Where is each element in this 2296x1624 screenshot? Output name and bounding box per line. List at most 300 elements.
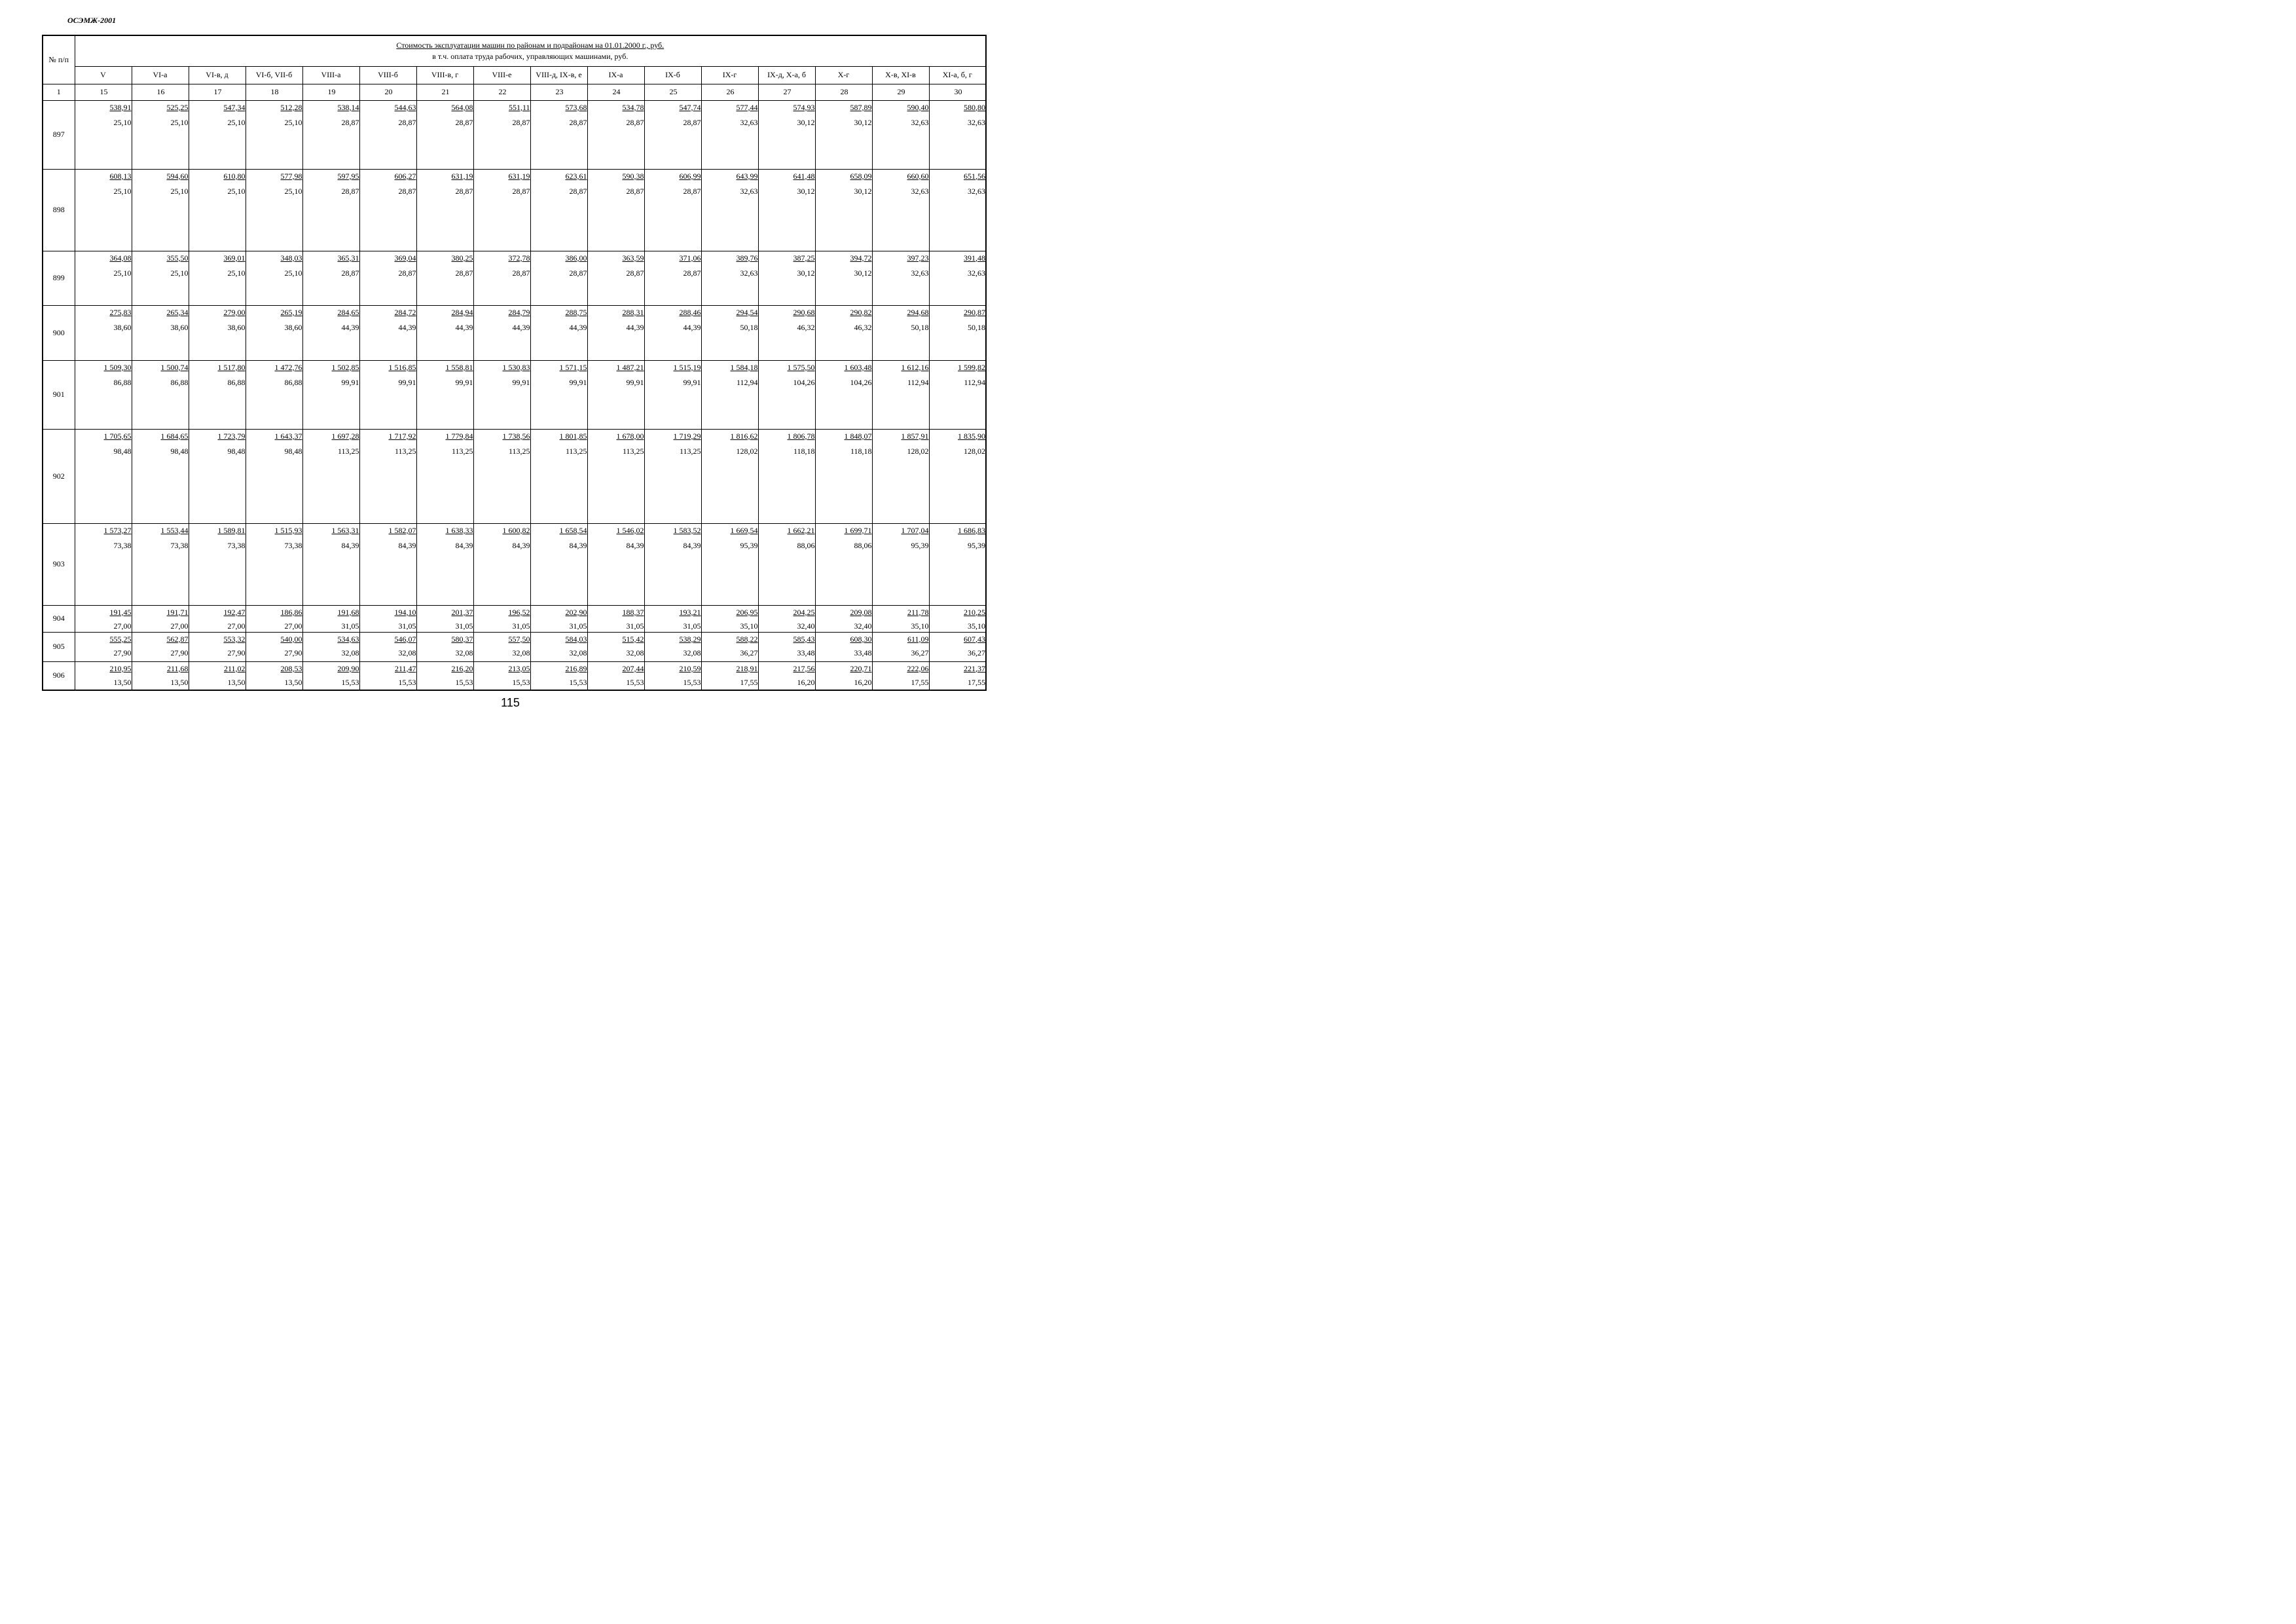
value-cell bbox=[872, 605, 929, 632]
operating-cost-value: 216,89 bbox=[565, 663, 587, 673]
operator-wage-value: 36,27 bbox=[740, 648, 758, 657]
value-cell bbox=[132, 305, 189, 360]
operator-wage-value: 25,10 bbox=[284, 117, 302, 127]
column-number: 18 bbox=[246, 84, 302, 100]
operator-wage-value: 13,50 bbox=[113, 677, 132, 687]
operator-wage-value: 44,39 bbox=[683, 322, 701, 332]
value-cell bbox=[872, 360, 929, 429]
column-header: X-г bbox=[815, 66, 872, 84]
operator-wage-value: 84,39 bbox=[683, 540, 701, 550]
operating-cost-value: 1 487,21 bbox=[616, 362, 644, 372]
operating-cost-value: 201,37 bbox=[451, 607, 473, 617]
value-cell bbox=[701, 605, 758, 632]
operating-cost-value: 534,78 bbox=[622, 102, 644, 112]
operator-wage-value: 28,87 bbox=[455, 186, 473, 196]
operating-cost-value: 202,90 bbox=[565, 607, 587, 617]
value-cell bbox=[758, 429, 815, 523]
value-cell bbox=[701, 429, 758, 523]
operator-wage-value: 73,38 bbox=[284, 540, 302, 550]
operator-wage-value: 33,48 bbox=[797, 648, 815, 657]
operator-wage-value: 13,50 bbox=[284, 677, 302, 687]
operator-wage-value: 88,06 bbox=[797, 540, 815, 550]
column-number: 21 bbox=[416, 84, 473, 100]
table-title-sub: в т.ч. оплата труда рабочих, управляющих машинами, руб. bbox=[432, 51, 629, 61]
operator-wage-value: 46,32 bbox=[854, 322, 872, 332]
value-cell bbox=[189, 169, 246, 251]
value-cell bbox=[132, 251, 189, 305]
operating-cost-value: 279,00 bbox=[223, 307, 246, 317]
operating-cost-value: 1 806,78 bbox=[787, 431, 815, 441]
value-cell bbox=[75, 100, 132, 169]
value-cell bbox=[75, 429, 132, 523]
operator-wage-value: 33,48 bbox=[854, 648, 872, 657]
operator-wage-value: 28,87 bbox=[398, 186, 416, 196]
operating-cost-value: 1 638,33 bbox=[445, 525, 473, 535]
operating-cost-value: 211,02 bbox=[223, 663, 246, 673]
operator-wage-value: 44,39 bbox=[626, 322, 644, 332]
operator-wage-value: 32,63 bbox=[911, 186, 929, 196]
operator-wage-value: 30,12 bbox=[854, 268, 872, 278]
table-row bbox=[43, 632, 986, 661]
column-number: 17 bbox=[189, 84, 246, 100]
operator-wage-value: 38,60 bbox=[113, 322, 132, 332]
value-cell bbox=[302, 605, 359, 632]
operator-wage-value: 99,91 bbox=[683, 377, 701, 387]
operating-cost-value: 288,46 bbox=[679, 307, 701, 317]
operator-wage-value: 84,39 bbox=[626, 540, 644, 550]
value-cell bbox=[872, 251, 929, 305]
operating-cost-value: 641,48 bbox=[793, 171, 815, 181]
operator-wage-value: 17,55 bbox=[968, 677, 986, 687]
value-cell bbox=[530, 605, 587, 632]
operating-cost-value: 217,56 bbox=[793, 663, 815, 673]
value-cell bbox=[359, 523, 416, 605]
operator-wage-value: 35,10 bbox=[740, 621, 758, 631]
value-cell bbox=[701, 360, 758, 429]
operating-cost-value: 588,22 bbox=[736, 634, 758, 644]
operating-cost-value: 623,61 bbox=[565, 171, 587, 181]
column-number: 23 bbox=[530, 84, 587, 100]
value-cell bbox=[929, 360, 986, 429]
value-cell bbox=[132, 661, 189, 690]
operating-cost-value: 608,13 bbox=[109, 171, 132, 181]
header-np: № п/п bbox=[43, 35, 75, 84]
operator-wage-value: 84,39 bbox=[455, 540, 473, 550]
value-cell bbox=[644, 360, 701, 429]
value-cell bbox=[530, 251, 587, 305]
value-cell bbox=[359, 251, 416, 305]
operating-cost-value: 1 848,07 bbox=[844, 431, 872, 441]
operator-wage-value: 32,63 bbox=[968, 268, 986, 278]
operating-cost-value: 1 472,76 bbox=[274, 362, 302, 372]
operator-wage-value: 32,63 bbox=[968, 117, 986, 127]
value-cell bbox=[758, 605, 815, 632]
operating-cost-value: 580,37 bbox=[451, 634, 473, 644]
value-cell bbox=[246, 251, 302, 305]
operator-wage-value: 113,25 bbox=[394, 446, 416, 456]
operating-cost-value: 188,37 bbox=[622, 607, 644, 617]
operating-cost-value: 557,50 bbox=[508, 634, 530, 644]
operating-cost-value: 222,06 bbox=[907, 663, 929, 673]
operator-wage-value: 28,87 bbox=[569, 268, 587, 278]
row-number: 901 bbox=[43, 360, 75, 429]
column-header: IX-г bbox=[701, 66, 758, 84]
value-cell bbox=[644, 100, 701, 169]
operating-cost-value: 574,93 bbox=[793, 102, 815, 112]
operator-wage-value: 118,18 bbox=[850, 446, 872, 456]
row-number: 900 bbox=[43, 305, 75, 360]
operating-cost-value: 372,78 bbox=[508, 253, 530, 263]
operating-cost-value: 1 546,02 bbox=[616, 525, 644, 535]
operator-wage-value: 118,18 bbox=[793, 446, 815, 456]
value-cell bbox=[473, 251, 530, 305]
column-header: XI-а, б, г bbox=[929, 66, 986, 84]
operating-cost-value: 194,10 bbox=[394, 607, 416, 617]
operator-wage-value: 73,38 bbox=[170, 540, 189, 550]
operator-wage-value: 28,87 bbox=[569, 186, 587, 196]
document-code: ОСЭМЖ-2001 bbox=[67, 16, 117, 25]
operating-cost-value: 380,25 bbox=[451, 253, 473, 263]
operating-cost-value: 193,21 bbox=[679, 607, 701, 617]
value-cell bbox=[758, 523, 815, 605]
value-cell bbox=[872, 429, 929, 523]
operator-wage-value: 27,00 bbox=[113, 621, 132, 631]
value-cell bbox=[587, 360, 644, 429]
operator-wage-value: 30,12 bbox=[797, 186, 815, 196]
operating-cost-value: 192,47 bbox=[223, 607, 246, 617]
operating-cost-value: 512,28 bbox=[280, 102, 302, 112]
operating-cost-value: 584,03 bbox=[565, 634, 587, 644]
operator-wage-value: 30,12 bbox=[854, 117, 872, 127]
column-number: 24 bbox=[587, 84, 644, 100]
operating-cost-value: 1 584,18 bbox=[730, 362, 758, 372]
operating-cost-value: 265,34 bbox=[166, 307, 189, 317]
value-cell bbox=[758, 305, 815, 360]
value-cell bbox=[815, 100, 872, 169]
operator-wage-value: 27,90 bbox=[284, 648, 302, 657]
operating-cost-value: 538,14 bbox=[337, 102, 359, 112]
operating-cost-value: 355,50 bbox=[166, 253, 189, 263]
value-cell bbox=[302, 169, 359, 251]
value-cell bbox=[416, 100, 473, 169]
column-number: 16 bbox=[132, 84, 189, 100]
operator-wage-value: 25,10 bbox=[170, 268, 189, 278]
value-cell bbox=[473, 632, 530, 661]
value-cell bbox=[815, 169, 872, 251]
operating-cost-value: 386,00 bbox=[565, 253, 587, 263]
column-header: VI-б, VII-б bbox=[246, 66, 302, 84]
operator-wage-value: 32,08 bbox=[683, 648, 701, 657]
operator-wage-value: 16,20 bbox=[797, 677, 815, 687]
value-cell bbox=[587, 251, 644, 305]
operating-cost-value: 191,71 bbox=[166, 607, 189, 617]
operator-wage-value: 44,39 bbox=[398, 322, 416, 332]
operator-wage-value: 27,90 bbox=[113, 648, 132, 657]
operating-cost-value: 1 717,92 bbox=[388, 431, 416, 441]
value-cell bbox=[872, 100, 929, 169]
operating-cost-value: 658,09 bbox=[850, 171, 872, 181]
operator-wage-value: 32,63 bbox=[740, 117, 758, 127]
operator-wage-value: 98,48 bbox=[113, 446, 132, 456]
operator-wage-value: 112,94 bbox=[907, 377, 929, 387]
row-number: 906 bbox=[43, 661, 75, 690]
operating-cost-value: 1 686,83 bbox=[958, 525, 986, 535]
value-cell bbox=[758, 632, 815, 661]
value-cell bbox=[815, 661, 872, 690]
operator-wage-value: 28,87 bbox=[398, 117, 416, 127]
table-title-main: Стоимость эксплуатации машин по районам и подрайонам на 01.01.2000 г., руб. bbox=[396, 40, 665, 50]
value-cell bbox=[246, 360, 302, 429]
operator-wage-value: 28,87 bbox=[626, 186, 644, 196]
operator-wage-value: 128,02 bbox=[907, 446, 929, 456]
operator-wage-value: 15,53 bbox=[455, 677, 473, 687]
value-cell bbox=[246, 605, 302, 632]
operating-cost-value: 284,94 bbox=[451, 307, 473, 317]
value-cell bbox=[189, 661, 246, 690]
operating-cost-value: 551,11 bbox=[508, 102, 530, 112]
operator-wage-value: 104,26 bbox=[850, 377, 872, 387]
operating-cost-value: 1 662,21 bbox=[787, 525, 815, 535]
value-cell bbox=[246, 661, 302, 690]
operating-cost-value: 191,45 bbox=[109, 607, 132, 617]
title-row bbox=[43, 35, 986, 66]
operator-wage-value: 32,08 bbox=[341, 648, 359, 657]
operating-cost-value: 284,79 bbox=[508, 307, 530, 317]
operating-cost-value: 1 603,48 bbox=[844, 362, 872, 372]
row-number: 897 bbox=[43, 100, 75, 169]
operator-wage-value: 32,63 bbox=[911, 117, 929, 127]
value-cell bbox=[75, 305, 132, 360]
value-cell bbox=[189, 632, 246, 661]
operator-wage-value: 128,02 bbox=[736, 446, 758, 456]
operating-cost-value: 290,82 bbox=[850, 307, 872, 317]
value-cell bbox=[359, 429, 416, 523]
value-cell bbox=[75, 605, 132, 632]
operating-cost-value: 1 582,07 bbox=[388, 525, 416, 535]
value-cell bbox=[132, 429, 189, 523]
value-cell bbox=[929, 523, 986, 605]
value-cell bbox=[815, 251, 872, 305]
table-row bbox=[43, 661, 986, 690]
table-row bbox=[43, 100, 986, 169]
operator-wage-value: 32,63 bbox=[740, 186, 758, 196]
operating-cost-value: 1 515,19 bbox=[673, 362, 701, 372]
value-cell bbox=[929, 661, 986, 690]
operator-wage-value: 73,38 bbox=[227, 540, 246, 550]
table-row bbox=[43, 360, 986, 429]
operator-wage-value: 128,02 bbox=[964, 446, 986, 456]
operator-wage-value: 32,08 bbox=[455, 648, 473, 657]
value-cell bbox=[473, 523, 530, 605]
value-cell bbox=[701, 100, 758, 169]
value-cell bbox=[587, 632, 644, 661]
value-cell bbox=[132, 523, 189, 605]
operating-cost-value: 363,59 bbox=[622, 253, 644, 263]
operator-wage-value: 31,05 bbox=[626, 621, 644, 631]
operating-cost-value: 1 697,28 bbox=[331, 431, 359, 441]
value-cell bbox=[246, 100, 302, 169]
operating-cost-value: 1 517,80 bbox=[217, 362, 246, 372]
operator-wage-value: 27,00 bbox=[170, 621, 189, 631]
operating-cost-value: 1 779,84 bbox=[445, 431, 473, 441]
operator-wage-value: 15,53 bbox=[341, 677, 359, 687]
operator-wage-value: 99,91 bbox=[512, 377, 530, 387]
operating-cost-value: 660,60 bbox=[907, 171, 929, 181]
operating-cost-value: 1 612,16 bbox=[901, 362, 929, 372]
value-cell bbox=[929, 100, 986, 169]
value-cell bbox=[929, 429, 986, 523]
operating-cost-value: 1 643,37 bbox=[274, 431, 302, 441]
value-cell bbox=[530, 429, 587, 523]
operator-wage-value: 98,48 bbox=[227, 446, 246, 456]
operator-wage-value: 15,53 bbox=[512, 677, 530, 687]
value-cell bbox=[929, 632, 986, 661]
operator-wage-value: 25,10 bbox=[227, 186, 246, 196]
table-row bbox=[43, 169, 986, 251]
value-cell bbox=[302, 100, 359, 169]
operator-wage-value: 32,08 bbox=[398, 648, 416, 657]
operating-cost-value: 594,60 bbox=[166, 171, 189, 181]
value-cell bbox=[473, 605, 530, 632]
operator-wage-value: 25,10 bbox=[227, 117, 246, 127]
operating-cost-value: 577,98 bbox=[280, 171, 302, 181]
operating-cost-value: 547,34 bbox=[223, 102, 246, 112]
operating-cost-value: 220,71 bbox=[850, 663, 872, 673]
operating-cost-value: 651,56 bbox=[964, 171, 986, 181]
column-number: 20 bbox=[359, 84, 416, 100]
value-cell bbox=[587, 169, 644, 251]
operator-wage-value: 16,20 bbox=[854, 677, 872, 687]
row-number: 899 bbox=[43, 251, 75, 305]
value-cell bbox=[302, 523, 359, 605]
operator-wage-value: 25,10 bbox=[113, 117, 132, 127]
value-cell bbox=[530, 305, 587, 360]
operating-cost-value: 580,80 bbox=[964, 102, 986, 112]
value-cell bbox=[758, 251, 815, 305]
value-cell bbox=[473, 100, 530, 169]
row-number: 905 bbox=[43, 632, 75, 661]
operating-cost-value: 555,25 bbox=[109, 634, 132, 644]
operating-cost-value: 1 857,91 bbox=[901, 431, 929, 441]
operating-cost-value: 1 589,81 bbox=[217, 525, 246, 535]
operating-cost-value: 1 658,54 bbox=[559, 525, 587, 535]
operating-cost-value: 1 669,54 bbox=[730, 525, 758, 535]
value-cell bbox=[132, 100, 189, 169]
operating-cost-value: 391,48 bbox=[964, 253, 986, 263]
operating-cost-value: 573,68 bbox=[565, 102, 587, 112]
operator-wage-value: 28,87 bbox=[455, 117, 473, 127]
value-cell bbox=[189, 360, 246, 429]
operating-cost-value: 610,80 bbox=[223, 171, 246, 181]
operating-cost-value: 209,90 bbox=[337, 663, 359, 673]
operating-cost-value: 1 705,65 bbox=[103, 431, 132, 441]
value-cell bbox=[246, 632, 302, 661]
column-header: VI-в, д bbox=[189, 66, 246, 84]
value-cell bbox=[644, 632, 701, 661]
operator-wage-value: 28,87 bbox=[683, 186, 701, 196]
value-cell bbox=[530, 100, 587, 169]
operator-wage-value: 113,25 bbox=[508, 446, 530, 456]
value-cell bbox=[929, 251, 986, 305]
operating-cost-value: 587,89 bbox=[850, 102, 872, 112]
operating-cost-value: 1 801,85 bbox=[559, 431, 587, 441]
operator-wage-value: 28,87 bbox=[569, 117, 587, 127]
operating-cost-value: 275,83 bbox=[109, 307, 132, 317]
operator-wage-value: 28,87 bbox=[512, 268, 530, 278]
operating-cost-value: 1 502,85 bbox=[331, 362, 359, 372]
operator-wage-value: 84,39 bbox=[569, 540, 587, 550]
operator-wage-value: 36,27 bbox=[968, 648, 986, 657]
operating-cost-value: 265,19 bbox=[280, 307, 302, 317]
value-cell bbox=[701, 251, 758, 305]
operating-cost-value: 546,07 bbox=[394, 634, 416, 644]
operator-wage-value: 32,40 bbox=[854, 621, 872, 631]
value-cell bbox=[189, 429, 246, 523]
operator-wage-value: 35,10 bbox=[911, 621, 929, 631]
value-cell bbox=[644, 429, 701, 523]
operating-cost-value: 213,05 bbox=[508, 663, 530, 673]
operating-cost-value: 538,29 bbox=[679, 634, 701, 644]
column-header: VIII-д, IX-в, е bbox=[530, 66, 587, 84]
value-cell bbox=[75, 523, 132, 605]
operator-wage-value: 31,05 bbox=[569, 621, 587, 631]
operating-cost-value: 1 573,27 bbox=[103, 525, 132, 535]
operating-cost-value: 288,75 bbox=[565, 307, 587, 317]
value-cell bbox=[758, 661, 815, 690]
operator-wage-value: 84,39 bbox=[512, 540, 530, 550]
operator-wage-value: 86,88 bbox=[284, 377, 302, 387]
operating-cost-value: 389,76 bbox=[736, 253, 758, 263]
column-header: X-в, XI-в bbox=[872, 66, 929, 84]
value-cell bbox=[815, 523, 872, 605]
column-header: IX-а bbox=[587, 66, 644, 84]
value-cell bbox=[530, 523, 587, 605]
operating-cost-value: 547,74 bbox=[679, 102, 701, 112]
operating-cost-value: 294,68 bbox=[907, 307, 929, 317]
operator-wage-value: 113,25 bbox=[337, 446, 359, 456]
operating-cost-value: 1 707,04 bbox=[901, 525, 929, 535]
operator-wage-value: 28,87 bbox=[512, 186, 530, 196]
value-cell bbox=[872, 305, 929, 360]
operating-cost-value: 294,54 bbox=[736, 307, 758, 317]
value-cell bbox=[701, 661, 758, 690]
operator-wage-value: 84,39 bbox=[341, 540, 359, 550]
value-cell bbox=[302, 632, 359, 661]
value-cell bbox=[758, 360, 815, 429]
operator-wage-value: 32,63 bbox=[968, 186, 986, 196]
value-cell bbox=[189, 100, 246, 169]
value-cell bbox=[416, 169, 473, 251]
operating-cost-value: 210,25 bbox=[964, 607, 986, 617]
operating-cost-value: 562,87 bbox=[166, 634, 189, 644]
table-row bbox=[43, 523, 986, 605]
value-cell bbox=[815, 632, 872, 661]
operator-wage-value: 95,39 bbox=[968, 540, 986, 550]
operator-wage-value: 86,88 bbox=[170, 377, 189, 387]
operating-cost-value: 186,86 bbox=[280, 607, 302, 617]
operating-cost-value: 288,31 bbox=[622, 307, 644, 317]
value-cell bbox=[473, 169, 530, 251]
operating-cost-value: 210,59 bbox=[679, 663, 701, 673]
operating-cost-value: 290,68 bbox=[793, 307, 815, 317]
operator-wage-value: 32,63 bbox=[911, 268, 929, 278]
operator-wage-value: 95,39 bbox=[740, 540, 758, 550]
operating-cost-value: 365,31 bbox=[337, 253, 359, 263]
operator-wage-value: 28,87 bbox=[341, 186, 359, 196]
operator-wage-value: 44,39 bbox=[569, 322, 587, 332]
operator-wage-value: 27,90 bbox=[227, 648, 246, 657]
operator-wage-value: 38,60 bbox=[227, 322, 246, 332]
